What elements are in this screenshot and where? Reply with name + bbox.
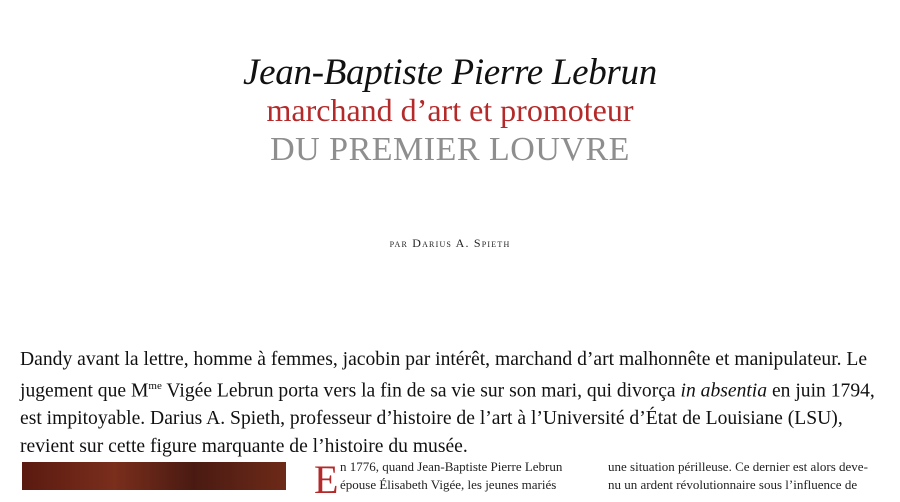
lead-italic: in absentia: [680, 380, 768, 402]
article-title: [0, 52, 900, 170]
title-line-name: Jean-Baptiste Pierre Lebrun: [243, 52, 657, 93]
body-line: épouse Élisabeth Vigée, les jeunes mariés: [340, 477, 557, 492]
lead-text-3: en juin 1794, est impitoyable. Darius A. Spieth, professeur d’histoire de l’art à l’Université d’État de Louisiane (LSU), revient sur cette figure marquante de l’histoire du musée.: [20, 380, 875, 457]
body-line: une situation périlleuse. Ce dernier est alors deve-: [608, 459, 868, 474]
lead-superscript: me: [148, 380, 162, 393]
body-column-1: [340, 458, 592, 494]
title-line-subtitle: marchand d’art et promoteur: [266, 92, 634, 128]
lead-paragraph: [20, 346, 886, 461]
portrait-image: [22, 462, 286, 490]
body-line: nu un ardent révolutionnaire sous l’influence de: [608, 477, 858, 492]
drop-cap: E: [314, 457, 339, 502]
lead-text-2: Vigée Lebrun porta vers la fin de sa vie sur son mari, qui divorça: [161, 380, 681, 402]
title-line-louvre: DU PREMIER LOUVRE: [270, 131, 630, 168]
body-line: n 1776, quand Jean-Baptiste Pierre Lebrun: [340, 459, 563, 474]
body-column-2: [608, 458, 890, 494]
byline: par Darius A. Spieth: [389, 236, 511, 250]
lead-text-1: Dandy avant la lettre, homme à femmes, jacobin par intérêt, marchand d’art malhonnête et manipulateur. Le jugement que M: [20, 348, 868, 402]
